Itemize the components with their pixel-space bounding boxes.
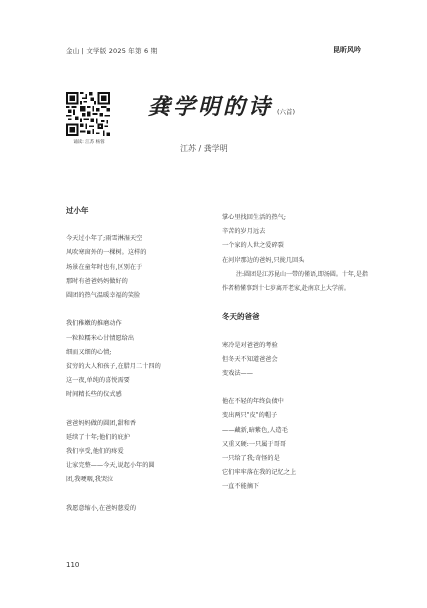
poem-line: 贫穷的大人和孩子,在腊月二十四的 xyxy=(66,362,161,370)
qr-caption: 诵读: 江苏 杨蓉 xyxy=(73,140,105,145)
poem-line: 又重又硬:一只属于哥哥 xyxy=(222,440,286,448)
poem-line: 一个家的人世之爱碎裂 xyxy=(222,242,284,250)
poem-line: 一直不能摘下 xyxy=(222,483,260,491)
page-title: 龚学明的诗 xyxy=(148,94,274,120)
poem-line: 一粒粒糯米心甘情愿给出 xyxy=(66,334,135,342)
poem-line: 场景在童年时也有,区别在于 xyxy=(66,263,143,271)
poem-line: 他在不轻的年终負债中 xyxy=(222,398,284,406)
poem-line: 细而又细的心情; xyxy=(66,348,112,356)
poem-line: 那时有爸爸妈妈做好的 xyxy=(66,277,128,285)
poem-note: 注:圆团是江苏昆山一带的僅语,即汤圆。十年,是指作者稍懂事到十七岁离开老家,赴南京上大学前。 xyxy=(222,270,368,292)
poem-line: 风吹寒窗外的一棵树。这样的 xyxy=(66,249,147,257)
poem-line: 它们牢牢落在我的记忆之上 xyxy=(222,469,297,477)
poem-line: 变出两只"皮"的帽子 xyxy=(222,412,278,420)
journal-issue-label: 金山 | 文学版 2025 年第 6 期 xyxy=(66,47,158,55)
poem-line: 团,我哽咽,我哭泣 xyxy=(66,476,114,484)
poem-line: 这一夜,单纯的喜悦需要 xyxy=(66,377,130,385)
poem-line: ——藏新,暗紫色,人造毛 xyxy=(222,426,288,434)
poem-line: 一只给了我;奇怪的是 xyxy=(222,455,280,463)
poem-line: 爸爸妈妈做的圆团,甜和香 xyxy=(66,419,137,427)
poem-title: 过小年 xyxy=(66,206,89,215)
poem-line: 辛苦的岁月远去 xyxy=(222,228,266,236)
left-column xyxy=(66,204,216,516)
poem-line: 圆团的热气温暖幸福的笑脸 xyxy=(66,291,141,299)
poem-line: 时间精长些的仪式感 xyxy=(66,391,122,399)
column-name-label: 昆昕风吟 xyxy=(333,46,361,54)
poem-line: 我们享受,他们的疼爱 xyxy=(66,448,124,455)
poem-line: 掌心里找回生活的热气; xyxy=(222,214,286,221)
right-column xyxy=(222,211,372,495)
poem-line: 让家完整——今天,说起小年的圆 xyxy=(66,462,155,470)
poem-line: 寒冷是对爸爸的考验 xyxy=(222,341,278,349)
stanza-gap xyxy=(222,381,372,395)
stanza-gap xyxy=(66,303,216,317)
poem-line: 我们稚嫩的推磨动作 xyxy=(66,320,122,328)
poem-line: 但冬天不知道爸爸会 xyxy=(222,355,278,363)
title-block xyxy=(148,90,348,121)
stanza-gap xyxy=(66,402,216,416)
poem-title: 冬天的爸爸 xyxy=(222,312,260,322)
poem-line: 在河岸那边的爸妈,只拢几回头 xyxy=(222,256,305,264)
poem-line: 延续了十年;他们的庇护 xyxy=(66,433,130,441)
title-note: (六首) xyxy=(277,108,296,116)
author-byline: 江苏 / 龚学明 xyxy=(180,144,228,153)
page-number: 110 xyxy=(66,561,80,569)
poem-line: 今天过小年了;雨雪淋湿天空 xyxy=(66,235,143,243)
stanza-gap xyxy=(66,488,216,502)
poem-line: 我愿意缩小,在爸妈慈爱的 xyxy=(66,504,137,512)
poem-line: 变戏法—— xyxy=(222,369,253,377)
qr-code-icon xyxy=(66,92,110,136)
